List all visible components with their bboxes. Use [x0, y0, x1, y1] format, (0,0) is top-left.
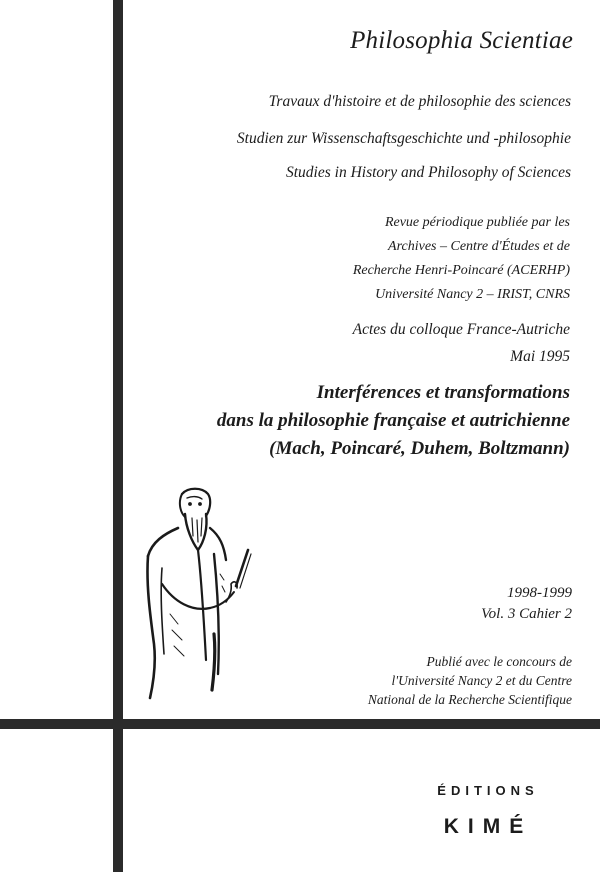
- theme-line: Interférences et transformations: [316, 382, 570, 403]
- theme-line: dans la philosophie française et autrichienne: [216, 410, 570, 431]
- support-line: National de la Recherche Scientifique: [367, 692, 572, 707]
- subtitle-german: Studien zur Wissenschaftsgeschichte und -philosophie: [236, 130, 571, 147]
- support-line: l'Université Nancy 2 et du Centre: [391, 673, 572, 688]
- issue-volume: Vol. 3 Cahier 2: [481, 606, 572, 622]
- publisher-info-line: Université Nancy 2 – IRIST, CNRS: [375, 287, 570, 302]
- subtitle-french: Travaux d'histoire et de philosophie des sciences: [268, 93, 571, 110]
- publisher-info-line: Revue périodique publiée par les: [384, 215, 570, 230]
- publisher-editions: ÉDITIONS: [437, 783, 539, 798]
- issue-years: 1998-1999: [507, 585, 572, 601]
- portrait-sketch-icon: [130, 484, 265, 702]
- colloque-date: Mai 1995: [510, 348, 570, 365]
- publisher-info-line: Recherche Henri-Poincaré (ACERHP): [352, 263, 570, 278]
- vertical-rule: [113, 0, 123, 872]
- support-line: Publié avec le concours de: [426, 654, 572, 669]
- colloque-title: Actes du colloque France-Autriche: [352, 321, 570, 338]
- subtitle-english: Studies in History and Philosophy of Sciences: [286, 164, 571, 181]
- publisher-info-line: Archives – Centre d'Études et de: [388, 239, 570, 254]
- horizontal-rule: [0, 719, 600, 729]
- publisher-name: KIMÉ: [443, 815, 533, 838]
- theme-line: (Mach, Poincaré, Duhem, Boltzmann): [269, 438, 570, 459]
- journal-title: Philosophia Scientiae: [350, 27, 573, 54]
